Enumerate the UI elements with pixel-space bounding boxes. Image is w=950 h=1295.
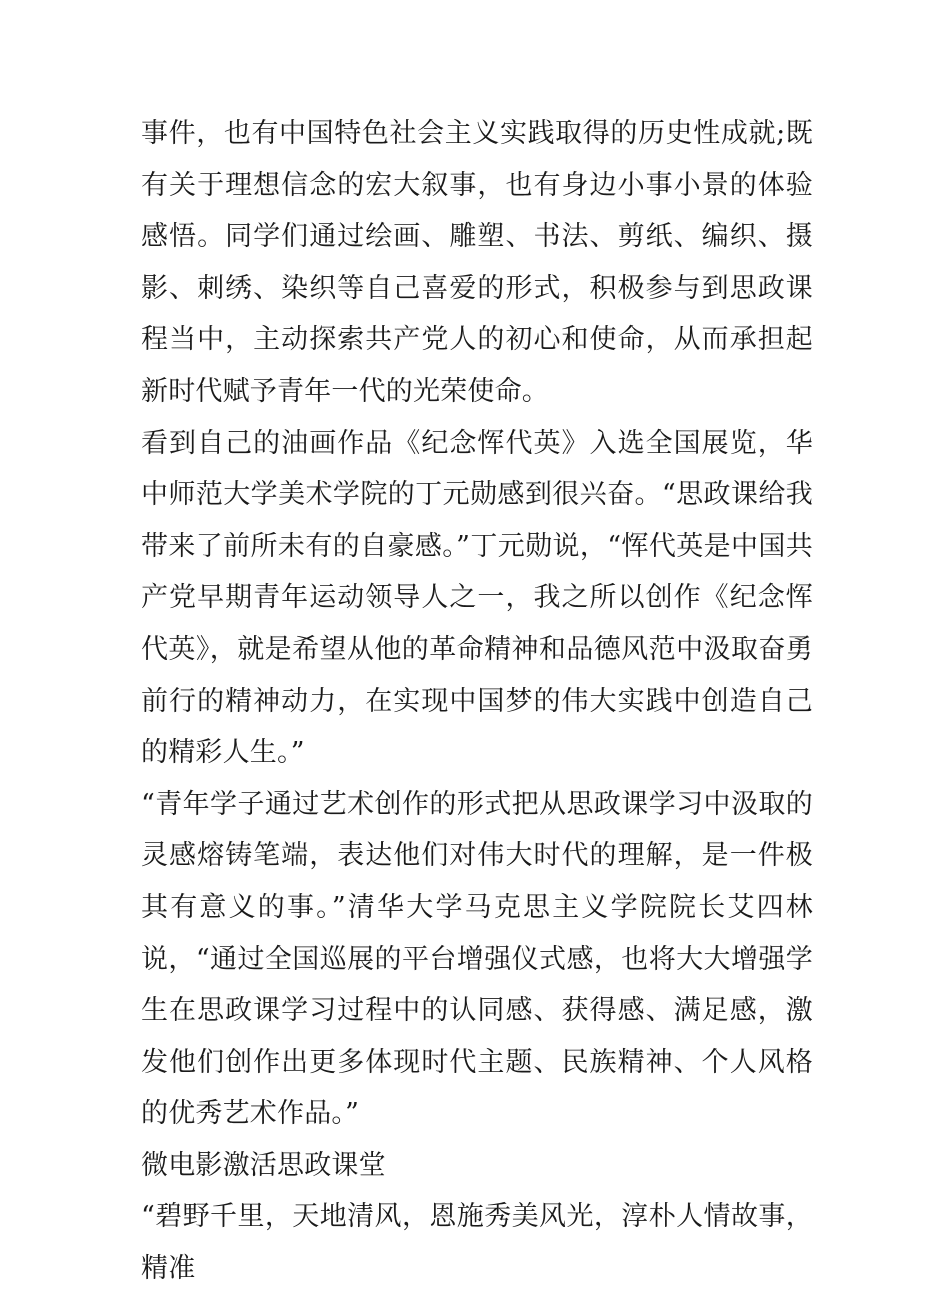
section-heading-micro-film: 微电影激活思政课堂 bbox=[141, 1149, 386, 1181]
paragraph-quote-ai-silin: “青年学子通过艺术创作的形式把从思政课学习中汲取的灵感熔铸笔端，表达他们对伟大时代的理解，是一件极其有意义的事。”清华大学马克思主义学院院长艾四林说，“通过全国巡展的平台增强仪式感，也将大大增强学生在思政课学习过程中的认同感、获得感、满足感，激发他们创作出更多体现时代主题、民族精神、个人风格的优秀艺术作品。” bbox=[141, 788, 813, 1130]
paragraph-micro-film-quote: “碧野千里，天地清风，恩施秀美风光，淳朴人情故事，精准 bbox=[141, 1201, 813, 1285]
paragraph-oil-painting: 看到自己的油画作品《纪念恽代英》入选全国展览，华中师范大学美术学院的丁元勋感到很兴奋。“思政课给我带来了前所未有的自豪感。”丁元勋说，“恽代英是中国共产党早期青年运动领导人之一，我之所以创作《纪念恽代英》，就是希望从他的革命精神和品德风范中汲取奋勇前行的精神动力，在实现中国梦的伟大实践中创造自己的精彩人生。” bbox=[141, 427, 813, 769]
document-body bbox=[141, 108, 813, 1295]
paragraph-achievements: 事件，也有中国特色社会主义实践取得的历史性成就;既有关于理想信念的宏大叙事，也有身边小事小景的体验感悟。同学们通过绘画、雕塑、书法、剪纸、编织、摄影、刺绣、染织等自己喜爱的形式，积极参与到思政课程当中，主动探索共产党人的初心和使命，从而承担起新时代赋予青年一代的光荣使命。 bbox=[141, 118, 813, 407]
